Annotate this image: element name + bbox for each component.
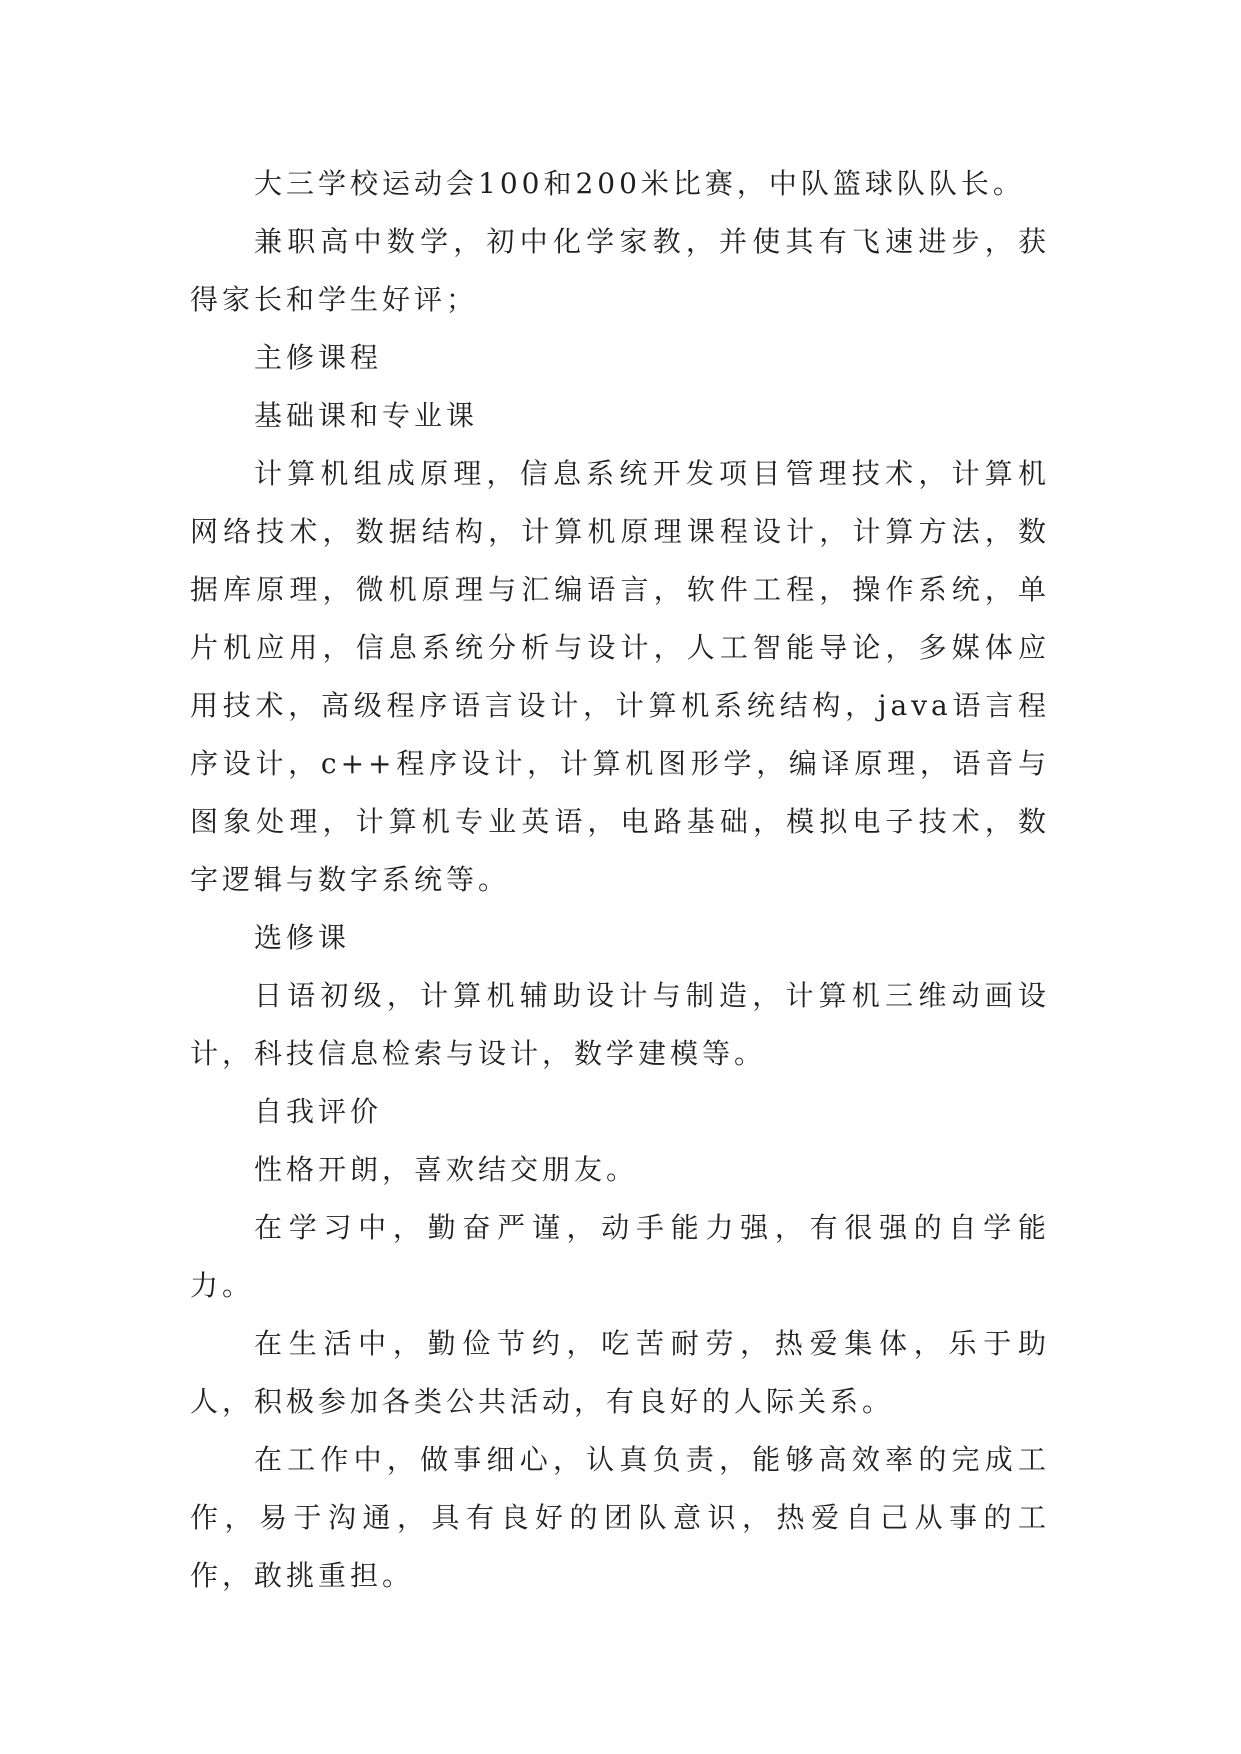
paragraph-tutoring: 兼职高中数学，初中化学家教，并使其有飞速进步，获得家长和学生好评； [190,225,1050,316]
paragraph-life: 在生活中，勤俭节约，吃苦耐劳，热爱集体，乐于助人，积极参加各类公共活动，有良好的人际关系。 [190,1327,1050,1418]
paragraph-work: 在工作中，做事细心，认真负责，能够高效率的完成工作，易于沟通，具有良好的团队意识，热爱自己从事的工作，敢挑重担。 [190,1443,1050,1592]
paragraph-personality: 性格开朗，喜欢结交朋友。 [254,1153,639,1186]
subheading-basic-courses: 基础课和专业课 [254,399,479,432]
section-heading-self-evaluation: 自我评价 [254,1095,383,1128]
paragraph-elective-list: 日语初级，计算机辅助设计与制造，计算机三维动画设计，科技信息检索与设计，数学建模等。 [190,979,1050,1070]
document-body [190,155,1050,1605]
section-heading-main-courses: 主修课程 [254,341,383,374]
paragraph-study: 在学习中，勤奋严谨，动手能力强，有很强的自学能力。 [190,1211,1050,1302]
paragraph-activities: 大三学校运动会100和200米比赛，中队篮球队队长。 [254,167,1025,200]
subheading-electives: 选修课 [254,921,351,954]
paragraph-course-list: 计算机组成原理，信息系统开发项目管理技术，计算机网络技术，数据结构，计算机原理课程设计，计算方法，数据库原理，微机原理与汇编语言，软件工程，操作系统，单片机应用，信息系统分析与设计，人工智能导论，多媒体应用技术，高级程序语言设计，计算机系统结构，java语言程序设计，c++程序设计，计算机图形学，编译原理，语音与图象处理，计算机专业英语，电路基础，模拟电子技术，数字逻辑与数字系统等。 [190,457,1050,896]
